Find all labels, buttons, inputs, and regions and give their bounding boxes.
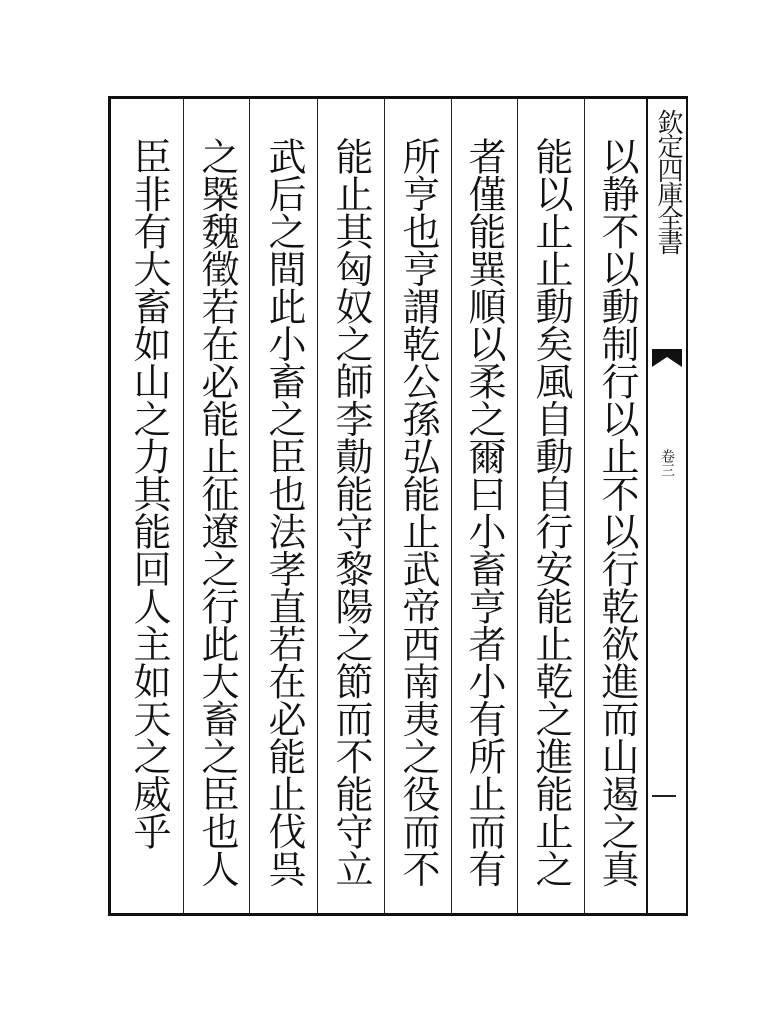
- text-column-6: 武后之間此小畜之臣也法孝直若在必能止伐呉: [262, 137, 306, 887]
- margin-tick: [652, 795, 676, 797]
- text-column-5: 能止其匈奴之師李勣能守黎陽之節而不能守立: [329, 137, 373, 887]
- book-title: 欽定四庫全書: [653, 109, 683, 253]
- text-column-7: 之槩魏徵若在必能止征遼之行此大畜之臣也人: [195, 137, 239, 887]
- fishtail-mark-icon: [650, 347, 684, 369]
- volume-label: 卷三: [659, 449, 675, 477]
- column-rule: [584, 99, 585, 913]
- text-column-1: 以静不以動制行以止不以行乾欲進而山遏之真: [595, 137, 639, 887]
- column-rule: [451, 99, 452, 913]
- column-rule: [249, 99, 250, 913]
- margin-strip: [648, 96, 688, 916]
- text-column-3: 者僅能巽順以柔之爾曰小畜亨者小有所止而有: [462, 137, 506, 887]
- text-column-8: 臣非有大畜如山之力其能回人主如天之威乎: [127, 137, 171, 850]
- text-column-2: 能以止止動矣風自動自行安能止乾之進能止之: [529, 137, 573, 887]
- text-frame: [108, 96, 648, 916]
- text-column-4: 所亨也亨謂乾公孫弘能止武帝西南夷之役而不: [396, 137, 440, 887]
- column-rule: [517, 99, 518, 913]
- column-rule: [317, 99, 318, 913]
- column-rule: [183, 99, 184, 913]
- column-rule: [384, 99, 385, 913]
